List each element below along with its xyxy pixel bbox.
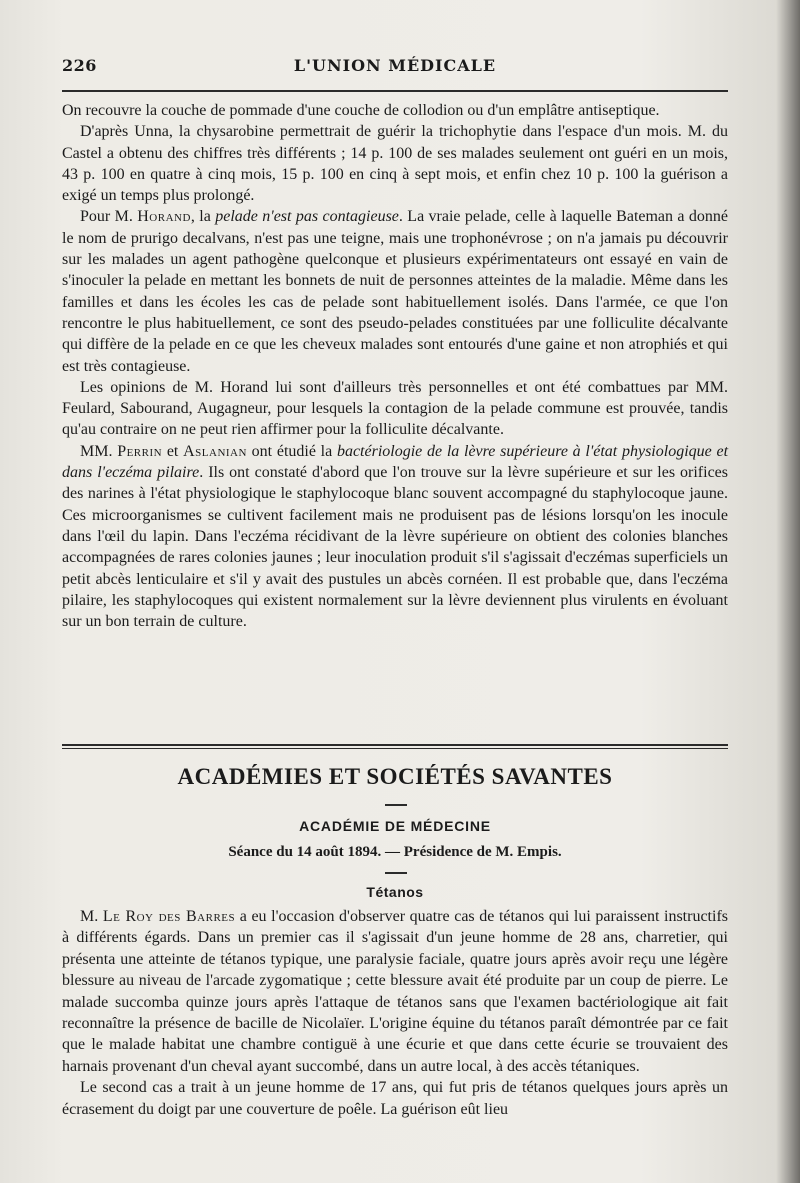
p5-rest: . Ils ont constaté d'abord que l'on trouve sur la lèvre supérieure et sur les orifices des narines à l'état physiologique le staphylocoque blanc souvent accompagné du staphylocoque jaune. Ces microorganismes se cultivent facilement mais ne produisent pas de lésions lorsqu'on les inocule dans l'œil du lapin. Dans l'eczéma récidivant de la lèvre supérieure on obtient des colonies blanches accompagnées de rares colonies jaunes ; leur inoculation produit s'il s'agissait d'eczémas superficiels un petit abcès lenticulaire et s'il y avait des pustules un abcès cornéen. Il est probable que, dans l'eczéma pilaire, les staphylocoques qui existent normalement sur la lèvre deviennent plus virulents en évoluant sur un bon terrain de culture.	[62, 464, 729, 631]
paragraph-3	[62, 206, 728, 376]
p3-italic: pelade n'est pas contagieuse	[215, 208, 399, 226]
p5-and: et	[162, 442, 184, 460]
paragraph-5	[62, 441, 728, 633]
p5-start: MM.	[80, 442, 118, 460]
article-body-section-2	[62, 906, 728, 1120]
p3-start: Pour M.	[80, 208, 138, 226]
title-dash	[385, 804, 407, 806]
paragraph-4: Les opinions de M. Horand lui sont d'ailleurs très personnelles et ont été combattues par MM. Feulard, Sabourand, Augagneur, pour lesquels la contagion de la pelade commune est prouvée, tandis qu'au contraire on ne peut rien affirmer pour la folliculite décalvante.	[62, 378, 728, 439]
journal-title: L'UNION MÉDICALE	[293, 56, 497, 75]
author-aslanian: Aslanian	[183, 442, 247, 460]
p3-rest: . La vraie pelade, celle à laquelle Bateman a donné le nom de prurigo decalvans, n'est pas une teigne, mais une trophonévrose ; on n'a jamais pu découvrir sur les malades un agent pathogène quelconque et plusieurs expérimentateurs ont essayé en vain de s'inoculer la pelade en mettant les bonnets de nuit de personnes atteintes de la maladie. Même dans les familles et dans les écoles les cas de pelade sont habituellement isolés. Dans l'armée, ce que l'on rencontre le plus habituellement, ce sont des pseudo-pelades constituées par une folliculite décalvante qui diffère de la pelade en ce que les cheveux malades sont entourés d'une gaine et non atrophiés et qui est très contagieuse.	[62, 208, 729, 375]
tp1-start: M.	[80, 908, 103, 925]
section-title: ACADÉMIES ET SOCIÉTÉS SAVANTES	[177, 764, 613, 789]
p5-mid: ont étudié la	[246, 442, 337, 460]
author-le-roy-des-barres: Le Roy des Barres	[102, 908, 236, 925]
article-body-section-1	[62, 100, 728, 632]
p3-mid: , la	[190, 208, 216, 226]
paragraph-1: On recouvre la couche de pommade d'une couche de collodion ou d'un emplâtre antiseptique.	[62, 102, 660, 119]
author-horand: Horand	[137, 208, 191, 226]
running-header	[62, 52, 728, 82]
tetanos-paragraph-2: Le second cas a trait à un jeune homme de 17 ans, qui fut pris de tétanos quelques jours après un écrasement du doigt par une couverture de poêle. La guérison eût lieu	[62, 1079, 728, 1118]
paragraph-2: D'après Unna, la chysarobine permettrait de guérir la trichophytie dans l'espace d'un mois. M. du Castel a obtenu des chiffres très différents ; 14 p. 100 de ses malades seulement ont guéri en un mois, 43 p. 100 en quatre à cinq mois, 15 p. 100 en cinq à sept mois, et enfin chez 10 p. 100 la guérison a exigé un temps plus prolongé.	[62, 123, 728, 205]
header-rule	[62, 90, 728, 92]
p5-italic: bactériologie de la lèvre supérieure à l'état physiologique et dans l'eczéma pilaire	[62, 442, 729, 482]
academy-heading: ACADÉMIE DE MÉDECINE	[299, 818, 491, 834]
tetanos-paragraph-1	[62, 906, 728, 1077]
author-perrin: Perrin	[117, 442, 163, 460]
section-divider	[62, 744, 728, 749]
subsection-title: Tétanos	[366, 884, 424, 900]
tp1-rest: a eu l'occasion d'observer quatre cas de tétanos qui lui paraissent instructifs à différents égards. Dans un premier cas il s'agissait d'un jeune homme de 28 ans, charretier, qui présenta une atteinte de tétanos typique, une paralysie faciale, quatre jours après avoir reçu une légère blessure au niveau de l'arcade zygomatique ; cette blessure avait été produite par un coup de pierre. Le malade succomba quinze jours après l'attaque de tétanos sans que l'examen bactériologique ait fait reconnaître la présence de bacille de Nicolaïer. L'origine équine du tétanos paraît démontrée par ce fait que le malade habitat une chambre contiguë à une écurie et que dans cette écurie se trouvaient des harnais provenant d'un cheval ayant succombé, dans un autre local, à des accès tétaniques.	[62, 908, 728, 1075]
seance-dash	[385, 872, 407, 874]
page-number: 226	[62, 56, 97, 75]
seance-line: Séance du 14 août 1894. — Présidence de M. Empis.	[228, 844, 562, 860]
